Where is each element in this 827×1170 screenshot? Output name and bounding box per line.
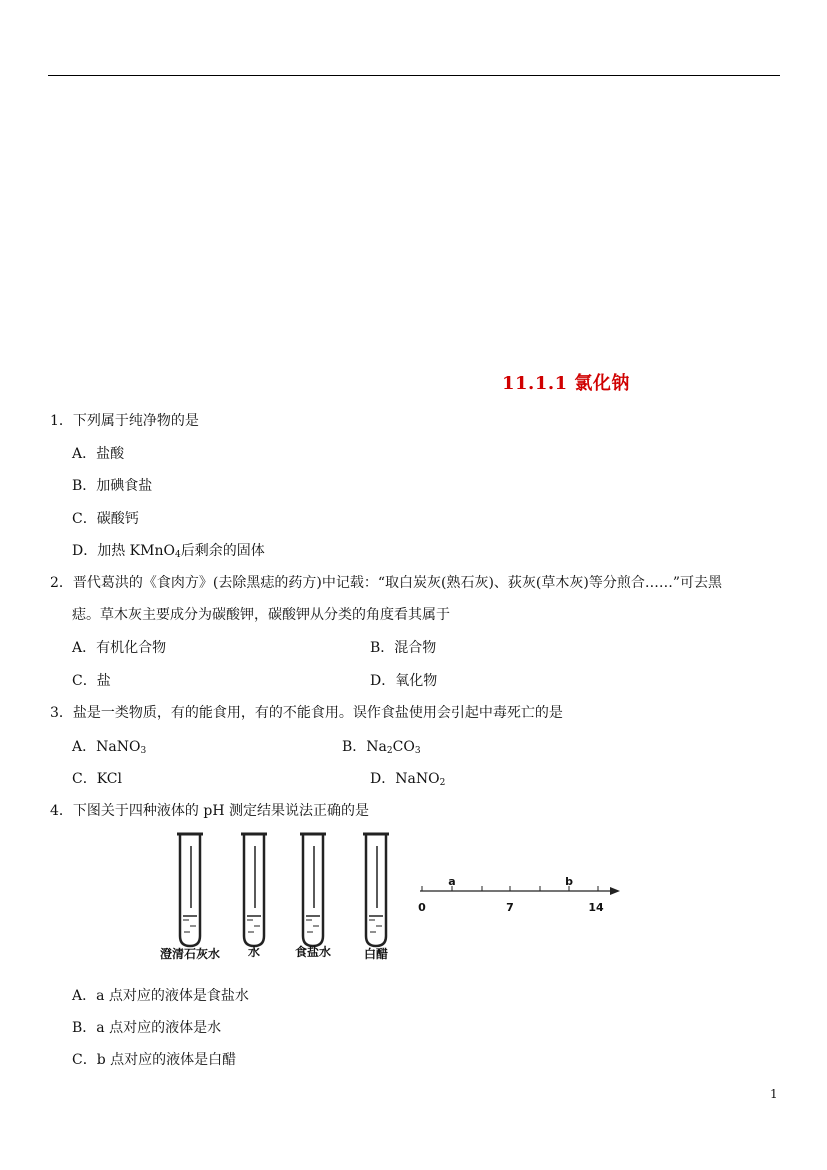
q2-option-a: A．有机化合物 <box>72 640 167 656</box>
q3-option-b-mid: CO <box>392 739 415 755</box>
q2-stem-line2: 痣。草木灰主要成分为碳酸钾，碳酸钾从分类的角度看其属于 <box>72 607 450 623</box>
scale-point-b: b <box>565 875 573 888</box>
page-title: 11.1.1 氯化钠 <box>502 373 630 394</box>
q3-option-c: C．KCl <box>72 771 122 787</box>
ph-test-figure <box>150 826 630 966</box>
tube-label-2: 水 <box>247 945 261 959</box>
q1-option-c: C．碳酸钙 <box>72 511 139 527</box>
ph-scale <box>418 875 620 914</box>
q1-option-d-prefix: D．加热 KMnO <box>72 543 175 559</box>
q3-option-a-prefix: A．NaNO <box>72 739 141 755</box>
header-rule <box>48 75 780 76</box>
q3-option-b <box>342 736 421 756</box>
q4-option-b: B．a 点对应的液体是水 <box>72 1020 222 1036</box>
q1-option-d-sub: 4 <box>174 550 181 560</box>
q2-stem-line1: 2．晋代葛洪的《食肉方》(去除黑痣的药方)中记载：“取白炭灰(熟石灰)、荻灰(草木灰)等分煎合……”可去黑 <box>50 575 722 591</box>
scale-point-a: a <box>448 875 456 888</box>
q3-option-a-sub: 3 <box>140 746 147 756</box>
test-tube-2 <box>241 834 267 946</box>
q4-stem: 4．下图关于四种液体的 pH 测定结果说法正确的是 <box>50 803 369 819</box>
q4-option-c: C．b 点对应的液体是白醋 <box>72 1052 237 1068</box>
q1-stem: 1．下列属于纯净物的是 <box>50 413 199 429</box>
q1-option-d-suffix: 后剩余的固体 <box>180 543 265 559</box>
q3-option-d <box>370 768 445 788</box>
q2-option-c: C．盐 <box>72 673 111 689</box>
q3-option-d-sub: 2 <box>439 778 446 788</box>
tube-label-1: 澄清石灰水 <box>159 947 221 961</box>
test-tube-1 <box>177 834 203 946</box>
q3-option-b-sub2: 3 <box>414 746 421 756</box>
q2-option-d: D．氧化物 <box>370 673 438 689</box>
tube-label-4: 白醋 <box>363 947 389 961</box>
scale-tick-0: 0 <box>418 901 426 914</box>
q3-option-b-sub1: 2 <box>386 746 393 756</box>
q3-option-b-prefix: B．Na <box>342 739 387 755</box>
q1-option-b: B．加碘食盐 <box>72 478 153 494</box>
q1-option-a: A．盐酸 <box>72 446 125 462</box>
test-tube-4 <box>363 834 389 946</box>
scale-tick-7: 7 <box>506 901 514 914</box>
scale-tick-14: 14 <box>588 901 604 914</box>
page-number: 1 <box>770 1087 778 1101</box>
test-tube-3 <box>300 834 326 946</box>
q3-option-a <box>72 736 146 756</box>
q2-option-b: B．混合物 <box>370 640 437 656</box>
q4-option-a: A．a 点对应的液体是食盐水 <box>72 988 249 1004</box>
tube-label-3: 食盐水 <box>294 945 332 959</box>
q3-option-d-prefix: D．NaNO <box>370 771 440 787</box>
q1-option-d <box>72 540 265 560</box>
q3-stem: 3．盐是一类物质，有的能食用，有的不能食用。误作食盐使用会引起中毒死亡的是 <box>50 705 563 721</box>
